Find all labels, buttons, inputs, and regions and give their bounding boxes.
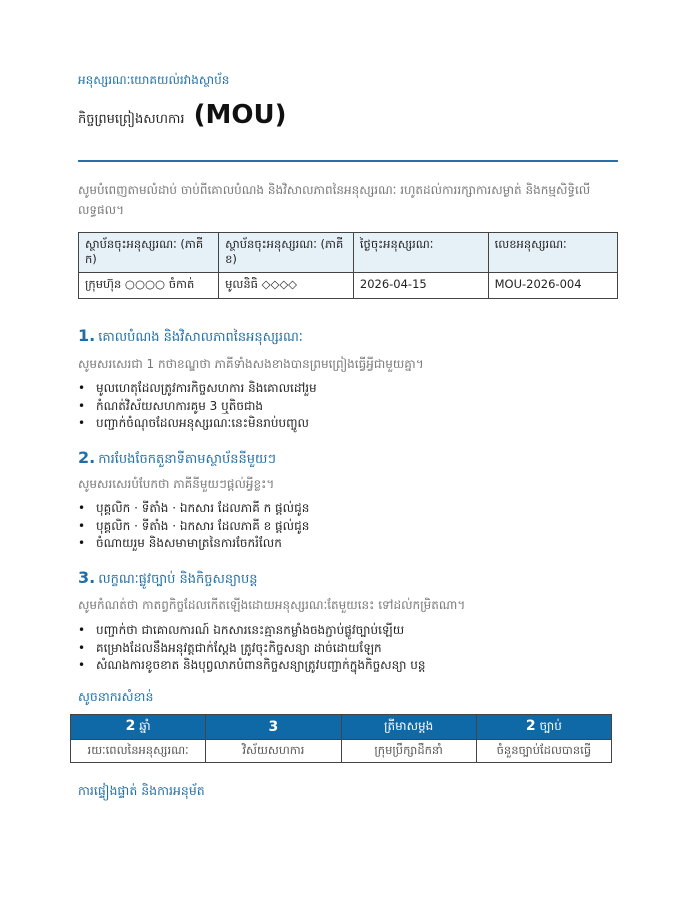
title-divider bbox=[78, 160, 618, 162]
list-item: • សំណងការខូចខាត និងបុព្វលាភបំពានកិច្ចសន្យាត្រូវបញ្ជាក់ក្នុងកិច្ចសន្យា បន្ត bbox=[78, 657, 598, 675]
section-1-heading bbox=[78, 326, 303, 348]
key-indicators-table bbox=[70, 714, 612, 763]
document-title bbox=[78, 100, 286, 130]
header-party-a: ស្ថាប័នចុះអនុស្សរណៈ (ភាគី ក) bbox=[79, 233, 219, 273]
value-signing-date: 2026-04-15 bbox=[353, 273, 488, 299]
section-2-heading bbox=[78, 448, 276, 470]
section-3-number: 3. bbox=[78, 568, 96, 587]
indicator-rules-label: ចំនួនច្បាប់ដែលបានធ្វើ bbox=[476, 740, 611, 763]
section-1-title: គោលបំណង និងវិសាលភាពនៃអនុស្សរណៈ bbox=[98, 330, 303, 345]
title-abbreviation: (MOU) bbox=[193, 100, 287, 130]
title-khmer: កិច្ចព្រមព្រៀងសហការ bbox=[78, 112, 185, 127]
indicator-fields-value: 3 bbox=[206, 715, 341, 740]
section-2-number: 2. bbox=[78, 448, 96, 467]
key-indicators-title: សូចនាករសំខាន់ bbox=[78, 689, 154, 704]
section-1-list bbox=[78, 380, 598, 433]
list-item: • បញ្ជាក់ចំណុចដែលអនុស្សរណៈនេះមិនរាប់បញ្ចូល bbox=[78, 415, 598, 433]
document-category: អនុស្សរណៈយោគយល់រវាងស្ថាប័ន bbox=[78, 73, 230, 87]
section-3-title: លក្ខណៈផ្លូវច្បាប់ និងកិច្ចសន្យាបន្ត bbox=[98, 572, 258, 587]
section-2-list bbox=[78, 500, 598, 553]
table-header-row bbox=[79, 233, 618, 273]
section-1-number: 1. bbox=[78, 326, 96, 345]
value-party-a: ក្រុមហ៊ុន ○○○○ ចំកាត់ bbox=[79, 273, 219, 299]
list-item: • បុគ្គលិក · ទីតាំង · ឯកសារ ដែលភាគី ខ ផ្តល់ជូន bbox=[78, 518, 598, 536]
section-3-list bbox=[78, 622, 598, 675]
section-2-title: ការបែងចែកតួនាទីតាមស្ថាប័ននីមួយៗ bbox=[98, 452, 276, 467]
indicator-values-row bbox=[71, 715, 612, 740]
list-item: • គម្រោងដែលនឹងអនុវត្តជាក់ស្តែង ត្រូវចុះកិច្ចសន្យា ដាច់ដោយឡែក bbox=[78, 640, 598, 658]
indicator-rules-value: 2 ច្បាប់ bbox=[476, 715, 611, 740]
list-item: • កំណត់វិស័យសហការគូម 3 ឬតិចជាង bbox=[78, 398, 598, 416]
section-3-heading bbox=[78, 568, 257, 590]
list-item: • បុគ្គលិក · ទីតាំង · ឯកសារ ដែលភាគី ក ផ្តល់ជូន bbox=[78, 500, 598, 518]
header-mou-number: លេខអនុស្សរណៈ bbox=[488, 233, 617, 273]
indicator-council-label: ក្រុមប្រឹក្សាដឹកនាំ bbox=[341, 740, 476, 763]
intro-instruction: សូមបំពេញតាមលំដាប់ ចាប់ពីគោលបំណង និងវិសាលភាពនៃអនុស្សរណៈ រហូតដល់ការរក្សាការសម្ងាត់ និងកម្មសិទ្ធិលើលទ្ធផល។ bbox=[78, 183, 591, 217]
list-item: • បញ្ជាក់ថា ជាគោលការណ៍ ឯកសារនេះគ្មានកម្លាំងចងភ្ជាប់ផ្លូវច្បាប់ឡើយ bbox=[78, 622, 598, 640]
value-mou-number: MOU-2026-004 bbox=[488, 273, 617, 299]
indicator-fields-label: វិស័យសហការ bbox=[206, 740, 341, 763]
section-2-note: សូមសរសេរបំបែកថា ភាគីនីមួយៗផ្តល់អ្វីខ្លះ។ bbox=[78, 477, 275, 491]
signing-section-title: ការផ្ទៀងផ្ទាត់ និងការអនុម័ត bbox=[78, 783, 205, 798]
indicator-council-value: ត្រីមាសម្តង bbox=[341, 715, 476, 740]
parties-info-table bbox=[78, 232, 618, 299]
value-party-b: មូលនិធិ ◇◇◇◇ bbox=[219, 273, 354, 299]
list-item: • ចំណាយរួម និងសមាមាត្រនៃការចែករំលែក bbox=[78, 535, 598, 553]
header-signing-date: ថ្ងៃចុះអនុស្សរណៈ bbox=[353, 233, 488, 273]
section-3-note: សូមកំណត់ថា កាតព្វកិច្ចដែលកើតឡើងដោយអនុស្សរណៈតែមួយនេះ ទៅដល់កម្រិតណា។ bbox=[78, 598, 466, 612]
table-row bbox=[79, 273, 618, 299]
header-party-b: ស្ថាប័នចុះអនុស្សរណៈ (ភាគី ខ) bbox=[219, 233, 354, 273]
indicator-labels-row bbox=[71, 740, 612, 763]
section-1-note: សូមសរសេរជា 1 កថាខណ្ឌថា ភាគីទាំងសងខាងបានព្រមព្រៀងធ្វើអ្វីជាមួយគ្នា។ bbox=[78, 357, 424, 371]
indicator-duration-label: រយៈពេលនៃអនុស្សរណៈ bbox=[71, 740, 206, 763]
list-item: • មូលហេតុដែលត្រូវការកិច្ចសហការ និងគោលដៅរួម bbox=[78, 380, 598, 398]
indicator-duration-value: 2 ឆ្នាំ bbox=[71, 715, 206, 740]
